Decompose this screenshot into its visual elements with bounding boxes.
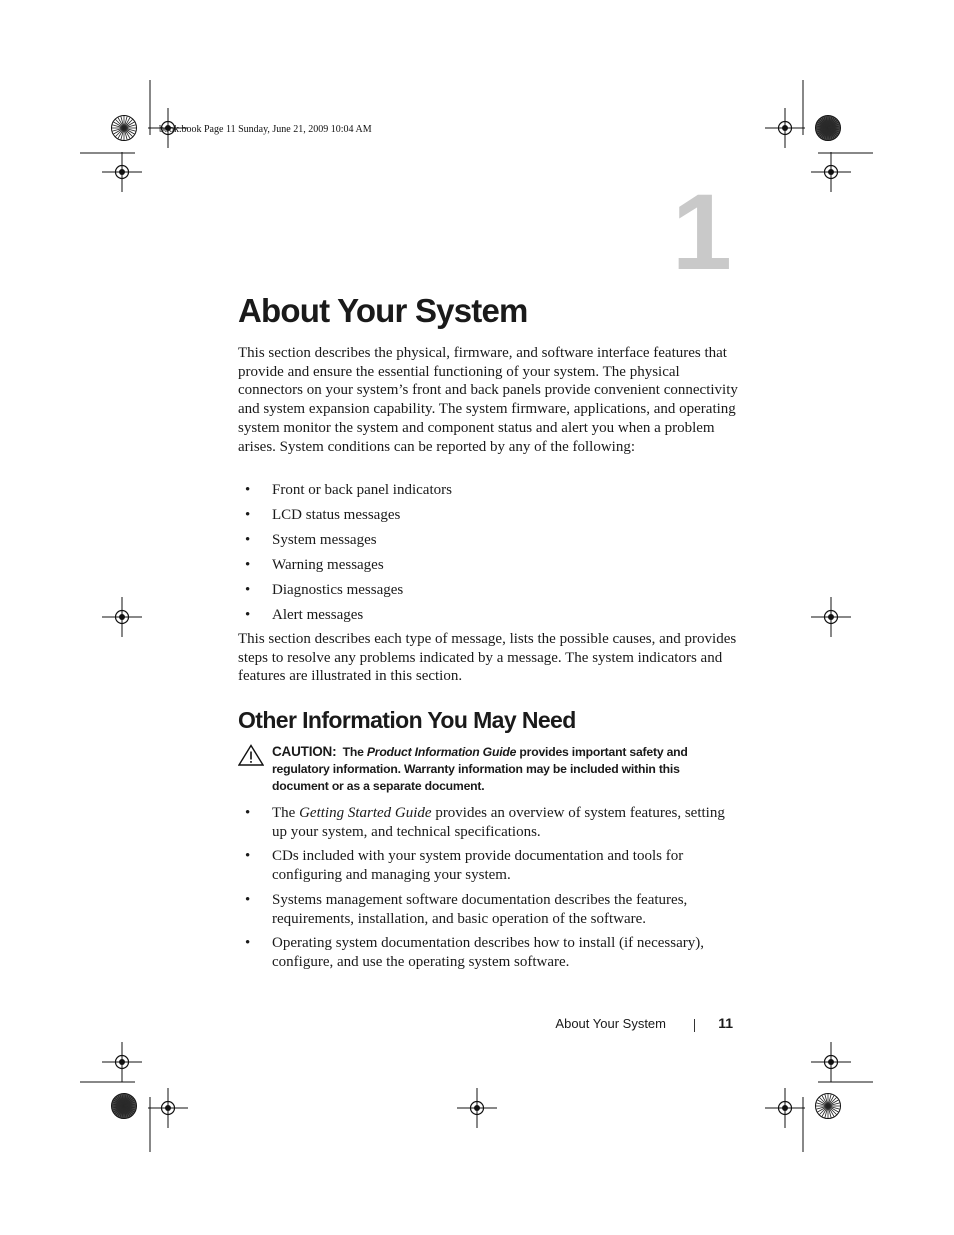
list-item	[238, 804, 738, 841]
list-item	[238, 847, 738, 884]
footer-chapter-title: About Your System	[555, 1016, 666, 1031]
page-number: 11	[718, 1015, 733, 1031]
item-text: Systems management software documentation describes the features, requirements, installation, and basic operation of the software.	[272, 891, 688, 927]
caution-notice	[238, 744, 738, 794]
list-item: • Front or back panel indicators	[238, 481, 738, 500]
caution-pre: The	[342, 745, 364, 759]
summary-paragraph: This section describes each type of message, lists the possible causes, and provides steps to resolve any problems indicated by a message. The system indicators and features are illustrated in this section.	[238, 631, 737, 685]
caution-guide-title: Product Information Guide	[366, 745, 517, 759]
section-title: Other Information You May Need	[238, 707, 576, 733]
item-text: Operating system documentation describes how to install (if necessary), configure, and use the operating system software.	[272, 935, 704, 970]
item-text: provides an overview of system features, setting up your system, and technical specifications.	[272, 805, 725, 840]
list-item: • Alert messages	[238, 606, 738, 625]
list-item	[238, 934, 738, 971]
list-item	[238, 891, 738, 928]
chapter-number: 1	[671, 171, 730, 292]
item-text: CDs included with your system provide documentation and tools for configuring and managing your system.	[272, 848, 684, 884]
print-slug: book.book Page 11 Sunday, June 21, 2009 10:04 AM	[159, 124, 372, 135]
conditions-list	[238, 481, 738, 631]
item-text: The	[272, 805, 300, 821]
intro-paragraph: This section describes the physical, firmware, and software interface features that provide and ensure the essential functioning of your system. The physical connectors on your system’s front and back panels provide convenient connectivity and system expansion capability. The system firmware, applications, and operating system monitor the system and component status and alert you when a problem arises. System conditions can be reported by any of the following:	[238, 345, 738, 455]
footer-separator	[694, 1019, 695, 1032]
caution-icon	[238, 744, 264, 766]
caution-label: CAUTION:	[272, 744, 337, 759]
list-item: • Diagnostics messages	[238, 581, 738, 600]
caution-text	[272, 744, 738, 794]
docs-list	[238, 804, 738, 978]
list-item: • System messages	[238, 531, 738, 550]
chapter-title: About Your System	[238, 292, 528, 329]
caution-post: provides important safety and regulatory information. Warranty information may be included within this document or as a separate document.	[272, 745, 688, 793]
list-item: • LCD status messages	[238, 506, 738, 525]
item-em: Getting Started Guide	[299, 805, 432, 821]
list-item: • Warning messages	[238, 556, 738, 575]
